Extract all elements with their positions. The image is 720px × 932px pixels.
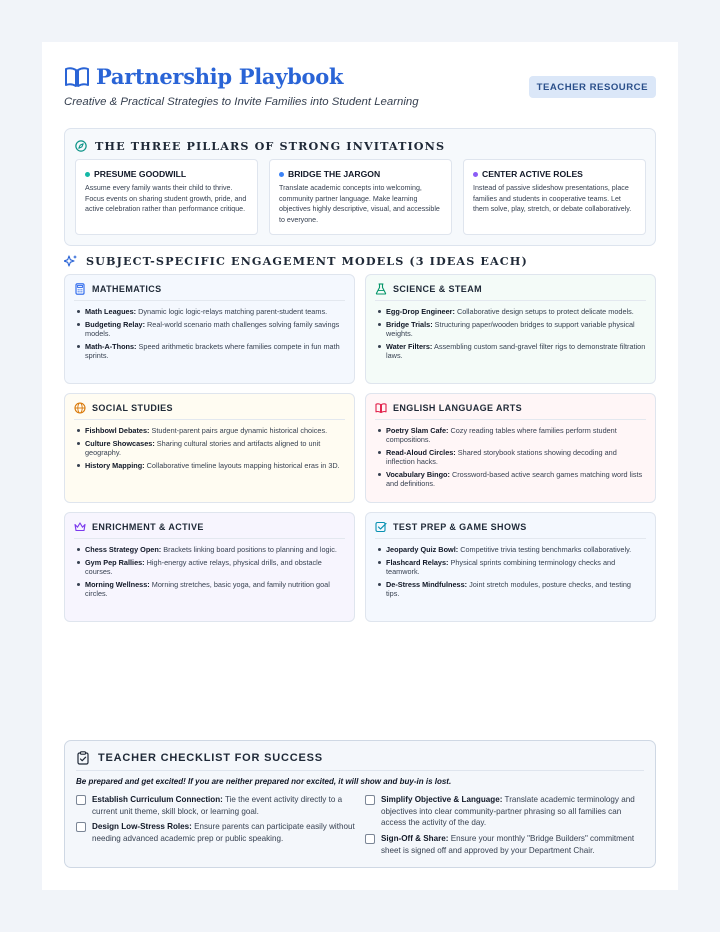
checklist-item-text: Ensure parents can participate easily without needing advanced academic prep or public speaking. [92,822,355,843]
idea-item [377,448,646,466]
idea-text: Shared storybook stations showing decoding and inflection hacks. [386,448,617,466]
model-card-title: MATHEMATICS [92,284,162,294]
idea-item [76,461,345,470]
globe-icon [74,402,86,414]
pillar-title-row [85,169,248,179]
idea-text: Student-parent pairs argue dynamic historical choices. [151,426,328,435]
idea-text: Physical sprints combining terminology checks and teamwork. [386,558,616,576]
models-heading-row [64,254,528,268]
crown-icon [74,521,86,533]
model-card-mathematics [64,274,355,384]
idea-text: Assembling custom sand-gravel filter rigs to demonstrate filtration laws. [386,342,646,360]
idea-text: Real-world scenario math challenges solving family savings models. [85,320,340,338]
model-card-test-prep [365,512,656,622]
idea-name: Morning Wellness: [85,580,150,589]
idea-name: Fishbowl Debates: [85,426,150,435]
checkbox[interactable] [76,822,86,832]
compass-icon [75,140,87,152]
checklist-item-text: Translate academic terminology and objectives into clear community-partner phrasing so all families can access the activity of the day. [381,795,635,828]
idea-list [375,426,646,488]
idea-name: Chess Strategy Open: [85,545,162,554]
idea-item [76,307,345,316]
model-card-title: SOCIAL STUDIES [92,403,173,413]
model-card-header [74,521,345,539]
idea-item [377,426,646,444]
pillar-title: BRIDGE THE JARGON [288,169,381,179]
checklist-heading-row [76,751,644,771]
open-book-icon [64,66,90,88]
model-card-title: TEST PREP & GAME SHOWS [393,522,527,532]
checklist-item-text: Ensure your monthly "Bridge Builders" commitment sheet is signed off and approved by your Department Chair. [381,834,635,855]
model-card-title: ENRICHMENT & ACTIVE [92,522,204,532]
idea-text: Joint stretch modules, posture checks, and testing tips. [386,580,631,598]
idea-text: Competitive trivia testing benchmarks collaboratively. [460,545,632,554]
idea-item [377,545,646,554]
idea-list [74,545,345,598]
page-title: Partnership Playbook [96,64,344,89]
idea-name: Flashcard Relays: [386,558,449,567]
model-card-header [74,402,345,420]
checklist-item-name: Sign-Off & Share: [381,834,449,843]
pillars-heading: THE THREE PILLARS OF STRONG INVITATIONS [95,139,446,153]
checklist-heading: TEACHER CHECKLIST FOR SUCCESS [98,752,323,764]
pillar-card [269,159,452,235]
idea-text: Collaborative timeline layouts mapping historical eras in 3D. [146,461,340,470]
flask-icon [375,283,387,295]
idea-item [377,342,646,360]
idea-item [76,426,345,435]
idea-name: Gym Pep Rallies: [85,558,145,567]
pillar-title: CENTER ACTIVE ROLES [482,169,583,179]
model-card-header [375,283,646,301]
checkbox[interactable] [365,795,375,805]
idea-list [74,426,345,470]
pillars-panel [64,128,656,246]
model-card-title: SCIENCE & STEAM [393,284,483,294]
checklist-intro: Be prepared and get excited! If you are neither prepared nor excited, it will show and buy-in is lost. [76,777,452,786]
idea-text: Collaborative design setups to protect delicate models. [456,307,634,316]
page-subtitle: Creative & Practical Strategies to Invite Families into Student Learning [64,96,419,108]
model-card-enrichment [64,512,355,622]
pillar-text: Translate academic concepts into welcoming, community partner language. Make learning objectives highly descriptive, visual, and accessible to everyone. [279,184,440,224]
pillar-title-row [473,169,636,179]
idea-item [377,580,646,598]
pillar-title: PRESUME GOODWILL [94,169,187,179]
resource-badge: TEACHER RESOURCE [529,76,656,98]
idea-item [76,580,345,598]
model-card-english-language-arts [365,393,656,503]
checkbox[interactable] [76,795,86,805]
checkbox-icon [375,521,387,533]
checklist-item-text-wrap [92,821,356,844]
idea-name: Water Filters: [386,342,433,351]
pillar-dot [85,172,90,177]
checklist-item-name: Simplify Objective & Language: [381,795,503,804]
checklist-item[interactable] [365,794,647,829]
idea-name: Egg-Drop Engineer: [386,307,455,316]
idea-text: Structuring paper/wooden bridges to support variable physical weights. [386,320,635,338]
idea-name: Budgeting Relay: [85,320,145,329]
model-card-header [375,521,646,539]
idea-item [76,439,345,457]
checklist-item[interactable] [365,833,647,856]
idea-name: Vocabulary Bingo: [386,470,450,479]
page [42,42,678,890]
checklist-item-text-wrap [92,794,356,817]
idea-name: Math Leagues: [85,307,137,316]
checklist-item-name: Design Low-Stress Roles: [92,822,192,831]
idea-list [375,307,646,360]
idea-name: Culture Showcases: [85,439,155,448]
idea-text: Crossword-based active search games matching word lists and definitions. [386,470,643,488]
idea-text: Speed arithmetic brackets where families compete in fun math sprints. [85,342,340,360]
idea-text: Cozy reading tables where families perform student compositions. [386,426,617,444]
checklist-item-name: Establish Curriculum Connection: [92,795,223,804]
idea-item [76,320,345,338]
model-card-title: ENGLISH LANGUAGE ARTS [393,403,523,413]
model-card-header [74,283,345,301]
idea-name: Read-Aloud Circles: [386,448,456,457]
checklist-item[interactable] [76,821,356,844]
sparkles-icon [64,254,78,268]
pillar-text: Assume every family wants their child to thrive. Focus events on sharing student growth, pride, and active celebration rather than performance critique. [85,184,247,213]
pillars-heading-row [75,139,445,153]
models-heading: SUBJECT-SPECIFIC ENGAGEMENT MODELS (3 IDEAS EACH) [86,254,528,268]
pillar-text: Instead of passive slideshow presentations, place families and students in cooperative teams. Let them solve, play, stretch, or debate collaboratively. [473,184,632,213]
model-card-social-studies [64,393,355,503]
checkbox[interactable] [365,834,375,844]
idea-item [76,545,345,554]
idea-item [76,342,345,360]
checklist-item-text: Tie the event activity directly to a current unit theme, skill block, or learning goal. [92,795,343,816]
idea-item [377,558,646,576]
calculator-icon [74,283,86,295]
model-card-science [365,274,656,384]
idea-text: Brackets linking board positions to planning and logic. [163,545,337,554]
idea-item [377,470,646,488]
idea-name: Bridge Trials: [386,320,433,329]
idea-name: Math-A-Thons: [85,342,137,351]
idea-text: Dynamic logic logic-relays matching parent-student teams. [138,307,328,316]
model-card-header [375,402,646,420]
idea-text: Morning stretches, basic yoga, and family nutrition goal circles. [85,580,330,598]
checklist-item[interactable] [76,794,356,817]
idea-list [74,307,345,360]
open-book-icon [375,402,387,414]
idea-text: High-energy active relays, physical drills, and obstacle courses. [85,558,322,576]
pillar-card [463,159,646,235]
pillar-card [75,159,258,235]
pillar-dot [279,172,284,177]
idea-item [377,307,646,316]
checklist-panel [64,740,656,868]
idea-name: Jeopardy Quiz Bowl: [386,545,459,554]
clipboard-icon [76,751,90,765]
idea-item [377,320,646,338]
idea-text: Sharing cultural stories and artifacts aligned to unit geography. [85,439,321,457]
checklist-item-text-wrap [381,794,647,829]
idea-name: Poetry Slam Cafe: [386,426,449,435]
pillar-title-row [279,169,442,179]
checklist-item-text-wrap [381,833,647,856]
idea-name: History Mapping: [85,461,145,470]
pillar-dot [473,172,478,177]
idea-item [76,558,345,576]
idea-list [375,545,646,598]
idea-name: De-Stress Mindfulness: [386,580,468,589]
